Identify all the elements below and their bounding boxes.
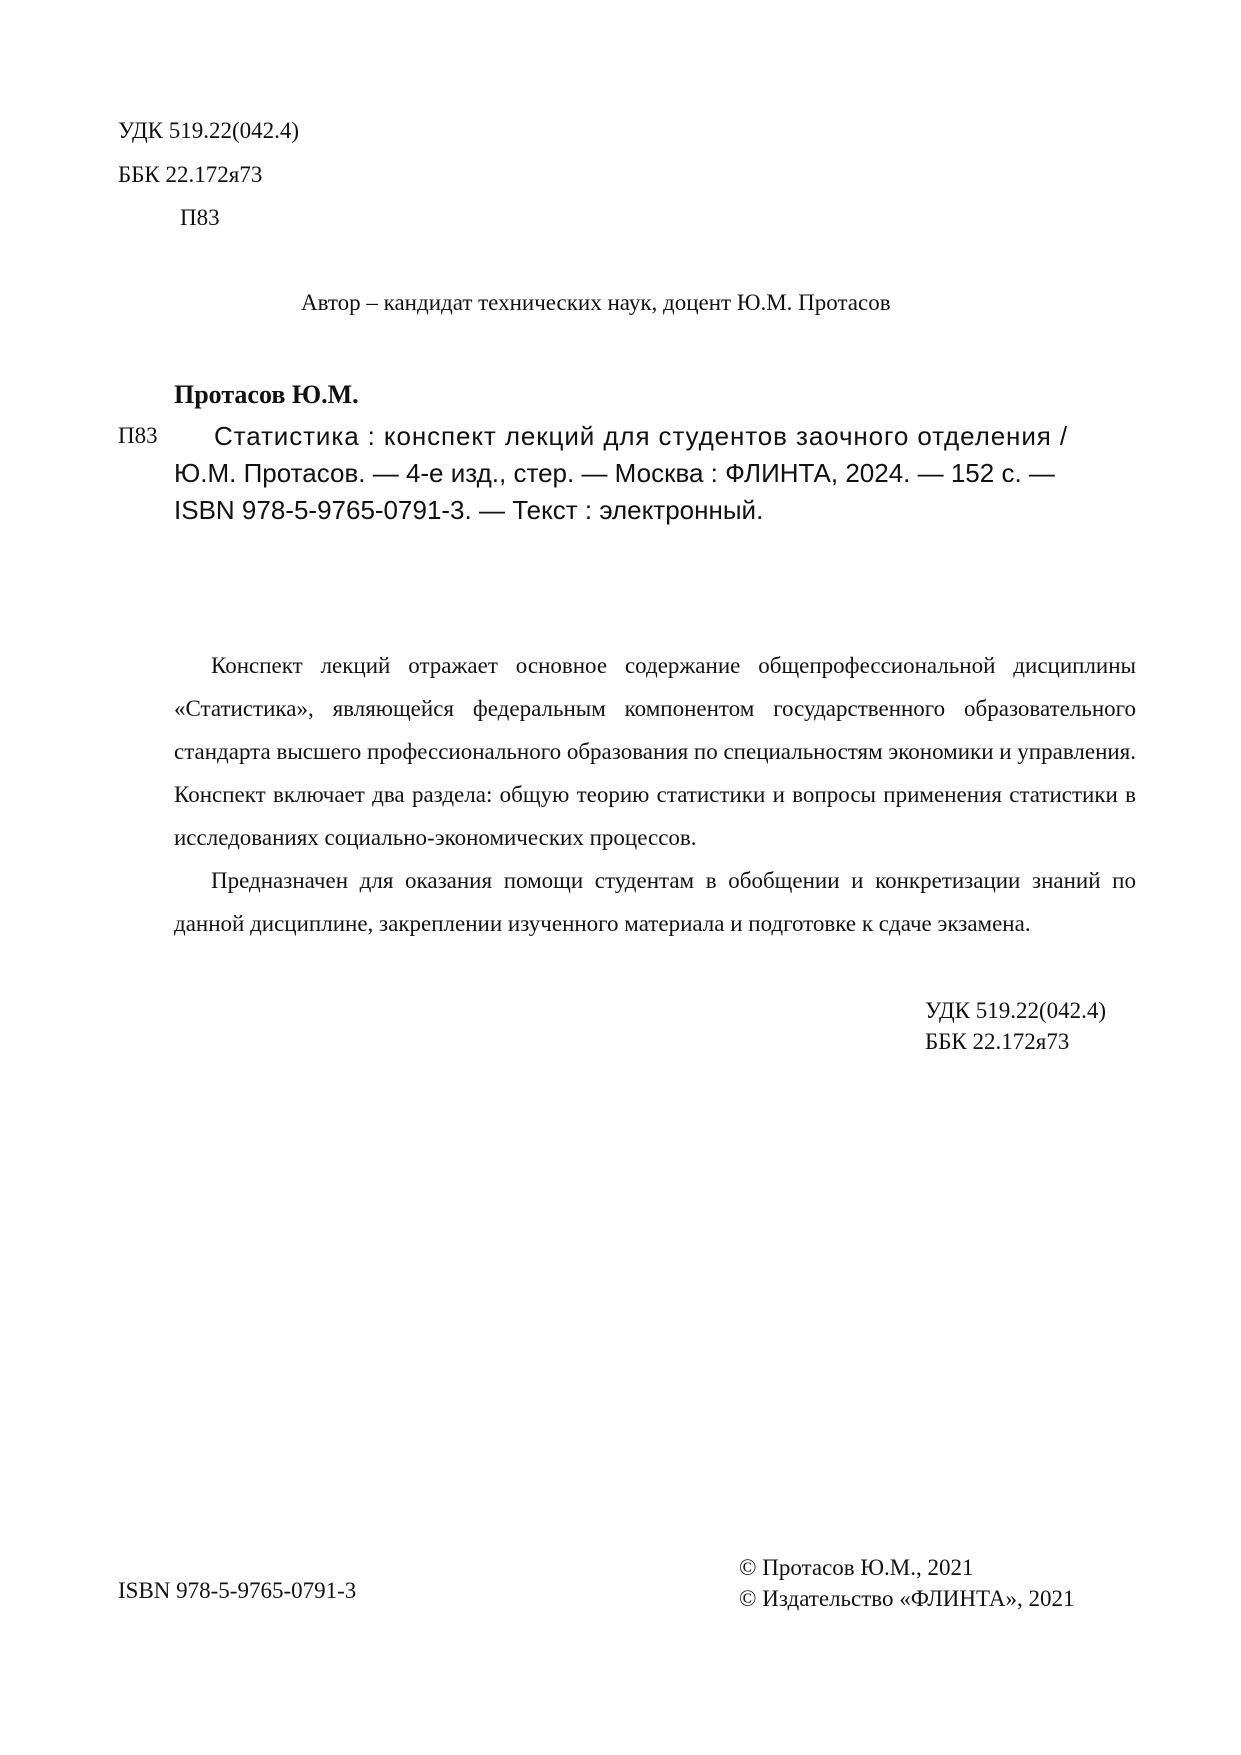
abstract-paragraph-1: Конспект лекций отражает основное содержание общепрофессиональной дисциплины «Статистика», являющейся федеральным компонентом государственного образовательного стандарта высшего профессионального образования по специальностям экономики и управления. Конспект включает два раздела: общую теорию статистики и вопросы применения статистики в исследованиях социально-экономических процессов. <box>174 653 1137 850</box>
author-sign-top: П83 <box>180 205 220 230</box>
biblio-line-3: ISBN 978-5-9765-0791-3. — Текст : электронный. <box>174 495 764 525</box>
author-heading: Протасов Ю.М. <box>174 380 359 409</box>
abstract-paragraph-2: Предназначен для оказания помощи студентам в обобщении и конкретизации знаний по данной дисциплине, закреплении изученного материала и подготовке к сдаче экзамена. <box>174 868 1136 936</box>
bibliographic-description <box>174 418 1124 529</box>
bbk-code-top: ББК 22.172я73 <box>118 162 263 187</box>
udk-code-bottom: УДК 519.22(042.4) <box>925 998 1107 1023</box>
biblio-line-1: Статистика : конспект лекций для студентов заочного отделения / <box>214 421 1068 451</box>
copyright-publisher: © Издательство «ФЛИНТА», 2021 <box>739 1586 1075 1611</box>
author-sign-record: П83 <box>118 423 158 448</box>
copyright-author: © Протасов Ю.М., 2021 <box>739 1555 974 1580</box>
udk-code-top: УДК 519.22(042.4) <box>118 118 300 143</box>
author-credentials: Автор – кандидат технических наук, доцент Ю.М. Протасов <box>301 290 891 315</box>
abstract <box>174 644 1136 945</box>
bbk-code-bottom: ББК 22.172я73 <box>925 1029 1070 1054</box>
isbn: ISBN 978-5-9765-0791-3 <box>118 1578 357 1603</box>
biblio-line-2: Ю.М. Протасов. — 4-е изд., стер. — Москва : ФЛИНТА, 2024. — 152 с. — <box>174 458 1055 488</box>
